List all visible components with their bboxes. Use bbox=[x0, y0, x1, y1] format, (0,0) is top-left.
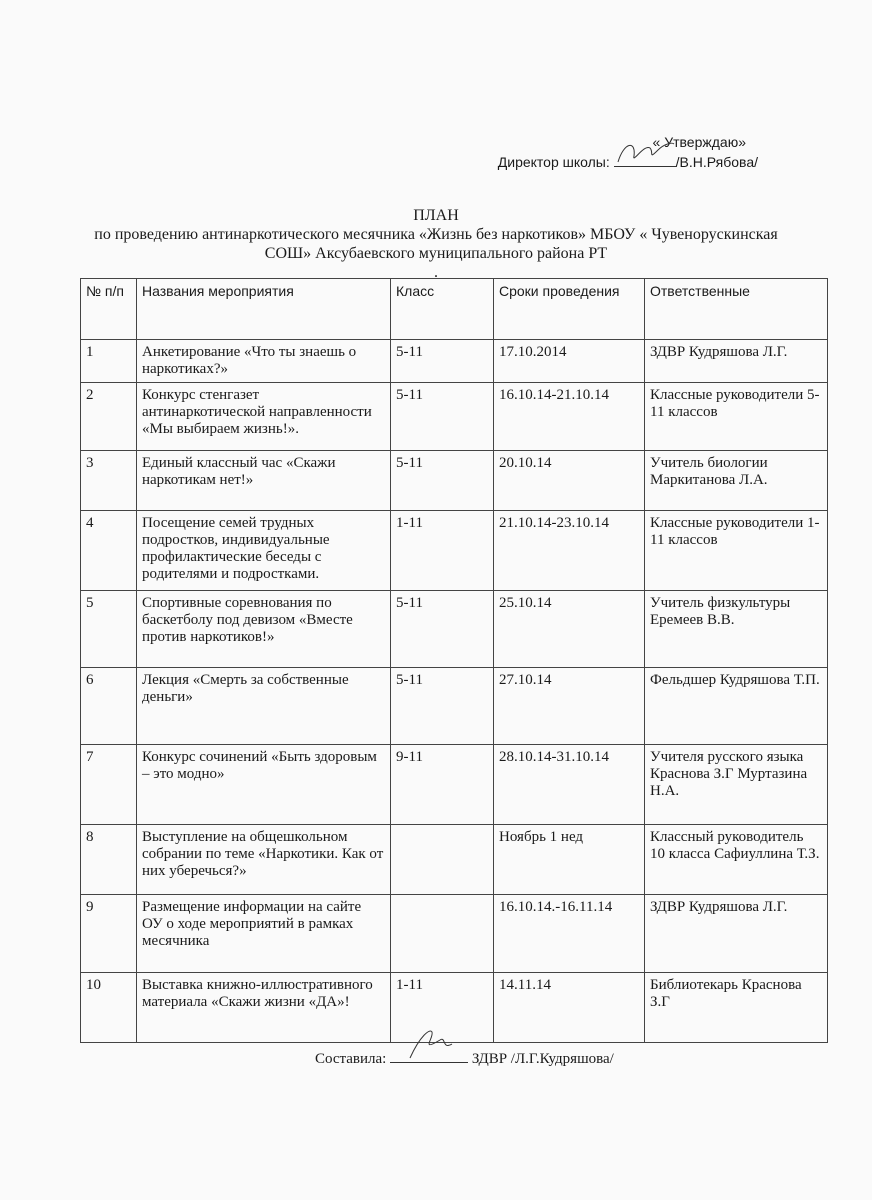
signature-scribble-icon bbox=[390, 1026, 468, 1060]
grade-cell: 5-11 bbox=[391, 383, 494, 451]
event-name-cell: Размещение информации на сайте ОУ о ходе мероприятий в рамках месячника bbox=[137, 895, 391, 973]
event-name-cell: Конкурс сочинений «Быть здоровым – это модно» bbox=[137, 745, 391, 825]
compiler-signature bbox=[390, 1048, 468, 1063]
header-dates: Сроки проведения bbox=[494, 279, 645, 340]
table-row bbox=[81, 825, 828, 895]
header-name: Названия мероприятия bbox=[137, 279, 391, 340]
row-number-cell: 9 bbox=[81, 895, 137, 973]
dates-cell: 17.10.2014 bbox=[494, 340, 645, 383]
event-name-cell: Выступление на общешкольном собрании по теме «Наркотики. Как от них уберечься?» bbox=[137, 825, 391, 895]
dates-cell: 25.10.14 bbox=[494, 591, 645, 668]
approval-block bbox=[498, 132, 758, 172]
event-name-cell: Анкетирование «Что ты знаешь о наркотиках?» bbox=[137, 340, 391, 383]
event-name-cell: Единый классный час «Скажи наркотикам нет!» bbox=[137, 451, 391, 511]
header-number: № п/п bbox=[81, 279, 137, 340]
table-row bbox=[81, 451, 828, 511]
responsible-cell: Учителя русского языка Краснова З.Г Муртазина Н.А. bbox=[645, 745, 828, 825]
approval-heading: « Утверждаю» bbox=[652, 134, 746, 150]
signature-scribble-icon bbox=[614, 138, 676, 166]
director-signature bbox=[614, 152, 676, 167]
row-number-cell: 1 bbox=[81, 340, 137, 383]
grade-cell: 5-11 bbox=[391, 451, 494, 511]
dates-cell: Ноябрь 1 нед bbox=[494, 825, 645, 895]
title-dot: . bbox=[434, 264, 438, 281]
row-number-cell: 7 bbox=[81, 745, 137, 825]
event-name-cell: Посещение семей трудных подростков, индивидуальные профилактические беседы с родителями и подростками. bbox=[137, 511, 391, 591]
dates-cell: 16.10.14.-16.11.14 bbox=[494, 895, 645, 973]
dates-cell: 20.10.14 bbox=[494, 451, 645, 511]
header-responsible: Ответственные bbox=[645, 279, 828, 340]
responsible-cell: ЗДВР Кудряшова Л.Г. bbox=[645, 895, 828, 973]
table-row bbox=[81, 895, 828, 973]
grade-cell: 9-11 bbox=[391, 745, 494, 825]
plan-table bbox=[80, 278, 828, 1043]
row-number-cell: 2 bbox=[81, 383, 137, 451]
dates-cell: 16.10.14-21.10.14 bbox=[494, 383, 645, 451]
compiler-name: ЗДВР /Л.Г.Кудряшова/ bbox=[471, 1051, 614, 1067]
dates-cell: 27.10.14 bbox=[494, 668, 645, 745]
director-label: Директор школы: bbox=[497, 154, 610, 170]
row-number-cell: 3 bbox=[81, 451, 137, 511]
event-name-cell: Конкурс стенгазет антинаркотической направленности «Мы выбираем жизнь!». bbox=[137, 383, 391, 451]
responsible-cell: Библиотекарь Краснова З.Г bbox=[645, 973, 828, 1043]
row-number-cell: 4 bbox=[81, 511, 137, 591]
grade-cell: 5-11 bbox=[391, 668, 494, 745]
dates-cell: 21.10.14-23.10.14 bbox=[494, 511, 645, 591]
responsible-cell: Классные руководители 5-11 классов bbox=[645, 383, 828, 451]
dates-cell: 28.10.14-31.10.14 bbox=[494, 745, 645, 825]
event-name-cell: Лекция «Смерть за собственные деньги» bbox=[137, 668, 391, 745]
grade-cell bbox=[391, 895, 494, 973]
row-number-cell: 5 bbox=[81, 591, 137, 668]
grade-cell: 1-11 bbox=[391, 973, 494, 1043]
table-row bbox=[81, 383, 828, 451]
director-name: /В.Н.Рябова/ bbox=[675, 154, 758, 170]
table-row bbox=[81, 591, 828, 668]
responsible-cell: Учитель биологии Маркитанова Л.А. bbox=[645, 451, 828, 511]
grade-cell: 5-11 bbox=[391, 340, 494, 383]
table-row bbox=[81, 511, 828, 591]
row-number-cell: 6 bbox=[81, 668, 137, 745]
header-grade: Класс bbox=[391, 279, 494, 340]
footer bbox=[315, 1048, 614, 1068]
responsible-cell: Фельдшер Кудряшова Т.П. bbox=[645, 668, 828, 745]
grade-cell: 1-11 bbox=[391, 511, 494, 591]
responsible-cell: Учитель физкультуры Еремеев В.В. bbox=[645, 591, 828, 668]
table-row bbox=[81, 745, 828, 825]
row-number-cell: 8 bbox=[81, 825, 137, 895]
grade-cell bbox=[391, 825, 494, 895]
title-line-2: по проведению антинаркотического месячника «Жизнь без наркотиков» МБОУ « Чувенорускинская bbox=[94, 226, 778, 243]
grade-cell: 5-11 bbox=[391, 591, 494, 668]
table-header-row bbox=[81, 279, 828, 340]
responsible-cell: ЗДВР Кудряшова Л.Г. bbox=[645, 340, 828, 383]
dates-cell: 14.11.14 bbox=[494, 973, 645, 1043]
title-line-3: СОШ» Аксубаевского муниципального района РТ bbox=[264, 245, 608, 262]
row-number-cell: 10 bbox=[81, 973, 137, 1043]
table-row bbox=[81, 668, 828, 745]
compiled-by-label: Составила: bbox=[315, 1051, 387, 1067]
title-heading: ПЛАН bbox=[413, 207, 459, 224]
event-name-cell: Спортивные соревнования по баскетболу под девизом «Вместе против наркотиков!» bbox=[137, 591, 391, 668]
responsible-cell: Классные руководители 1-11 классов bbox=[645, 511, 828, 591]
table-row bbox=[81, 340, 828, 383]
event-name-cell: Выставка книжно-иллюстративного материала «Скажи жизни «ДА»! bbox=[137, 973, 391, 1043]
document-title bbox=[0, 206, 872, 282]
responsible-cell: Классный руководитель 10 класса Сафиуллина Т.З. bbox=[645, 825, 828, 895]
